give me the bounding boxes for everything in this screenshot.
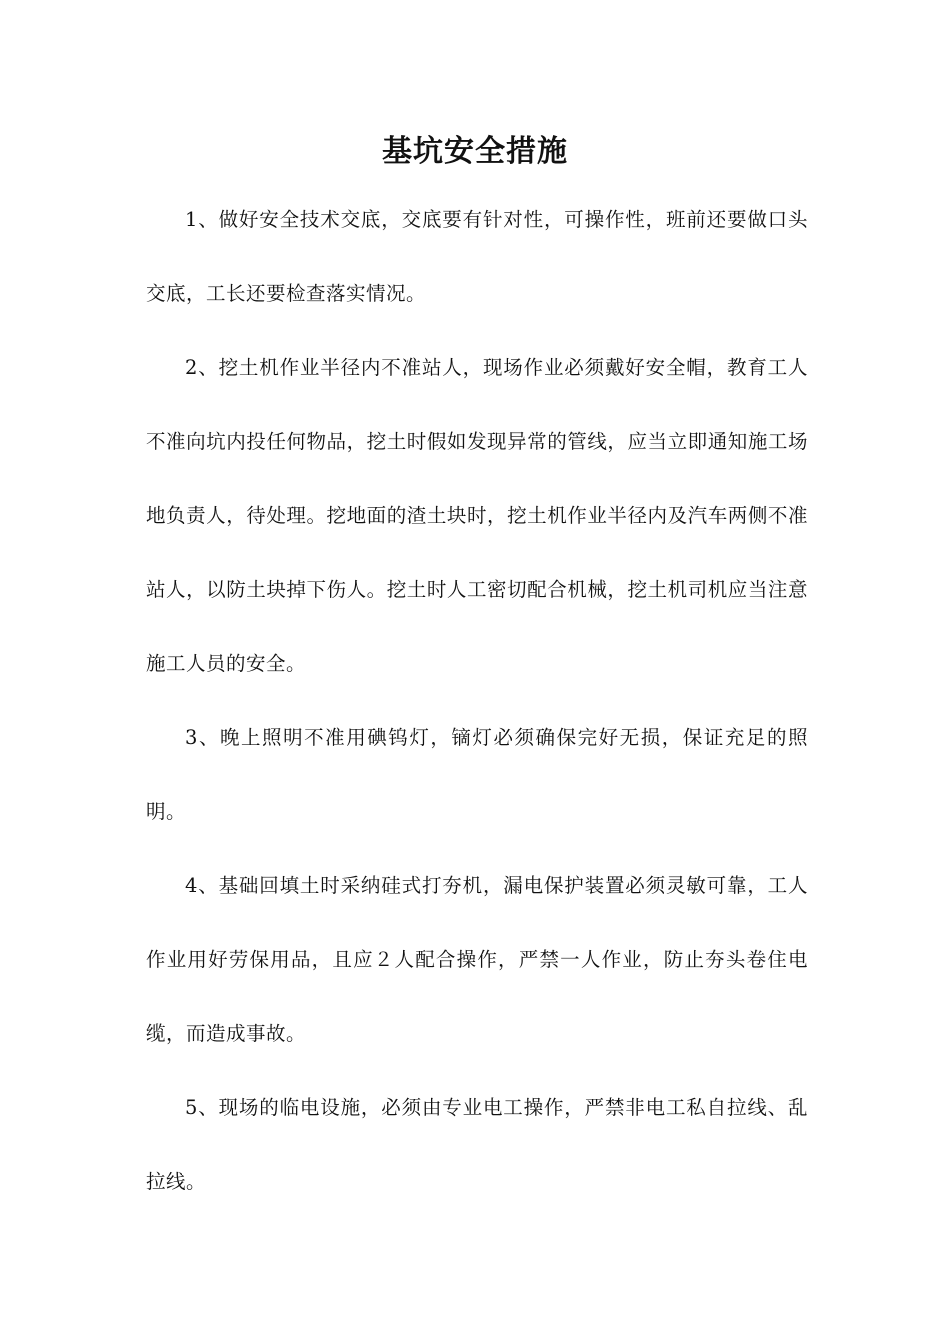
paragraph-5: 5、现场的临电设施，必须由专业电工操作，严禁非电工私自拉线、乱拉线。: [146, 1096, 808, 1193]
document-title: 基坑安全措施: [382, 134, 568, 169]
paragraph-3: 3、晚上照明不准用碘钨灯，镝灯必须确保完好无损，保证充足的照明。: [146, 726, 808, 823]
paragraph-1: 1、做好安全技术交底，交底要有针对性，可操作性，班前还要做口头交底，工长还要检查落实情况。: [146, 208, 808, 305]
document-body: [146, 183, 808, 1219]
paragraph-4: 4、基础回填土时采纳硅式打夯机，漏电保护装置必须灵敏可靠，工人作业用好劳保用品，且应２人配合操作，严禁一人作业，防止夯头卷住电缆，而造成事故。: [146, 874, 808, 1045]
paragraph-2: 2、挖土机作业半径内不准站人，现场作业必须戴好安全帽，教育工人不准向坑内投任何物品，挖土时假如发现异常的管线，应当立即通知施工场地负责人，待处理。挖地面的渣土块时，挖土机作业半径内及汽车两侧不准站人，以防土块掉下伤人。挖土时人工密切配合机械，挖土机司机应当注意施工人员的安全。: [146, 356, 808, 675]
